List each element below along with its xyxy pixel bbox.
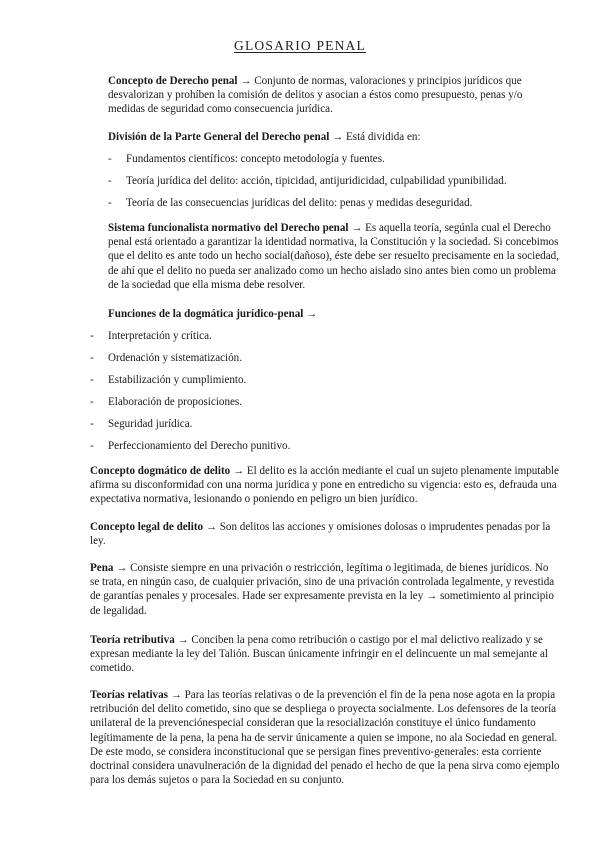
list-item — [108, 196, 548, 210]
dash-marker: - — [108, 153, 112, 165]
term-derecho-penal: Concepto de Derecho penal — [108, 75, 238, 87]
dash-marker: - — [108, 197, 112, 209]
term-legal: Concepto legal de delito — [90, 521, 204, 533]
term-funciones: Funciones de la dogmática jurídico-penal — [108, 308, 304, 320]
dash-marker: - — [90, 396, 94, 408]
paragraph-division — [108, 130, 560, 144]
dash-marker: - — [108, 175, 112, 187]
list-item-text: Perfeccionamiento del Derecho punitivo. — [108, 440, 291, 452]
arrow-icon: → — [205, 521, 217, 533]
arrow-icon: → — [240, 75, 252, 87]
arrow-icon: → — [116, 562, 128, 574]
dash-marker: - — [90, 418, 94, 430]
list-item — [90, 417, 390, 431]
page-title: GLOSARIO PENAL — [234, 38, 366, 53]
arrow-icon: → — [332, 131, 344, 143]
list-item — [108, 152, 548, 166]
list-item — [90, 351, 390, 365]
arrow-icon: → — [177, 634, 189, 646]
list-item — [90, 373, 390, 387]
term-relativas: Teorías relativas — [90, 689, 168, 701]
paragraph-derecho-penal — [108, 74, 560, 117]
arrow-icon: → — [426, 590, 438, 603]
definition-dogmatico: El delito es la acción mediante el cual un sujeto plenamente imputable afirma su disconformidad con una norma jurídica y pone en entredicho su vigencia: esto es, defrauda una expectativa normativa, lesionando o poniendo en peligro un bien jurídico. — [90, 465, 559, 506]
list-item — [90, 329, 390, 343]
list-item-text: Interpretación y crítica. — [108, 330, 212, 342]
paragraph-dogmatico — [90, 464, 560, 507]
list-item — [108, 174, 548, 188]
list-item-text: Elaboración de proposiciones. — [108, 396, 243, 408]
paragraph-relativas — [90, 688, 560, 787]
list-item — [90, 439, 390, 453]
definition-division: Está dividida en: — [346, 131, 421, 143]
term-pena: Pena — [90, 562, 114, 574]
arrow-icon: → — [306, 308, 318, 320]
definition-retributiva: Conciben la pena como retribución o castigo por el mal delictivo realizado y se expresan mediante la ley del Talión. Buscan únicamente infringir en el delincuente un mal semejante al cometido. — [90, 634, 549, 675]
list-item — [90, 395, 390, 409]
dash-marker: - — [90, 330, 94, 342]
term-division: División de la Parte General del Derecho penal — [108, 131, 330, 143]
paragraph-legal — [90, 520, 560, 548]
definition-sistema: Es aquella teoría, segúnla cual el Derecho penal está orientado a garantizar la identidad normativa, la Constitución y la sociedad. Si concebimos que el delito es ante todo un hecho social(dañoso), éste debe ser resuelto precisamente en la sociedad, de ahí que el delito no pueda ser analizado como un hecho aislado sino antes bien como un problema de la sociedad que ella misma debe resolver. — [108, 222, 559, 291]
paragraph-sistema — [108, 221, 560, 292]
list-item-text: Ordenación y sistematización. — [108, 352, 243, 364]
list-item-text: Teoría jurídica del delito: acción, tipicidad, antijuridicidad, culpabilidad ypunibilidad. — [126, 175, 507, 187]
list-item-text: Seguridad jurídica. — [108, 418, 193, 430]
definition-pena: Consiste siempre en una privación o restricción, legítima o legitimada, de bienes jurídicos. No se trata, en ningún caso, de cualquier privación, sino de una privación controlada legalmente, y revestida de garantías penales y procesales. Hade ser expresamente prevista en la ley — [90, 562, 555, 603]
definition-pena-tail: sometimiento al principio de legalidad. — [90, 590, 554, 617]
term-sistema: Sistema funcionalista normativo del Derecho penal — [108, 222, 349, 234]
dash-marker: - — [90, 440, 94, 452]
list-item-text: Teoría de las consecuencias jurídicas del delito: penas y medidas deseguridad. — [126, 197, 473, 209]
list-item-text: Estabilización y cumplimiento. — [108, 374, 247, 386]
arrow-icon: → — [170, 689, 182, 701]
paragraph-pena — [90, 561, 560, 618]
term-dogmatico: Concepto dogmático de delito — [90, 465, 231, 477]
definition-relativas: Para las teorías relativas o de la prevención el fin de la pena nose agota en la propia retribución del delito cometido, sino que se despliega o proyecta socialmente. Los defensores de la teoría unilateral de la prevenciónespecial consideran que la resocialización constituye el único fundamento legítimamente de la pena, la pena ha de servir únicamente a quien se impone, no ala Sociedad en general. De este modo, se considera inconstitucional que se persigan fines preventivo-generales: esta corriente doctrinal considera unavulneración de la dignidad del penado el hecho de que la pena sirva como ejemplo para los demás sujetos o para la Sociedad en su conjunto. — [90, 689, 560, 787]
definition-legal: Son delitos las acciones y omisiones dolosas o imprudentes penadas por la ley. — [90, 521, 551, 548]
paragraph-funciones — [108, 307, 560, 321]
dash-marker: - — [90, 374, 94, 386]
arrow-icon: → — [232, 465, 245, 477]
list-item-text: Fundamentos científicos: concepto metodología y fuentes. — [126, 153, 385, 165]
dash-marker: - — [90, 352, 94, 364]
arrow-icon: → — [351, 222, 363, 234]
term-retributiva: Teoría retributiva — [90, 634, 175, 646]
definition-derecho-penal: Conjunto de normas, valoraciones y principios jurídicos que desvalorizan y prohíben la comisión de delitos y asocian a éstos como presupuesto, penas y/o medidas de seguridad como consecuencia jurídica. — [108, 75, 523, 116]
paragraph-retributiva — [90, 633, 560, 676]
